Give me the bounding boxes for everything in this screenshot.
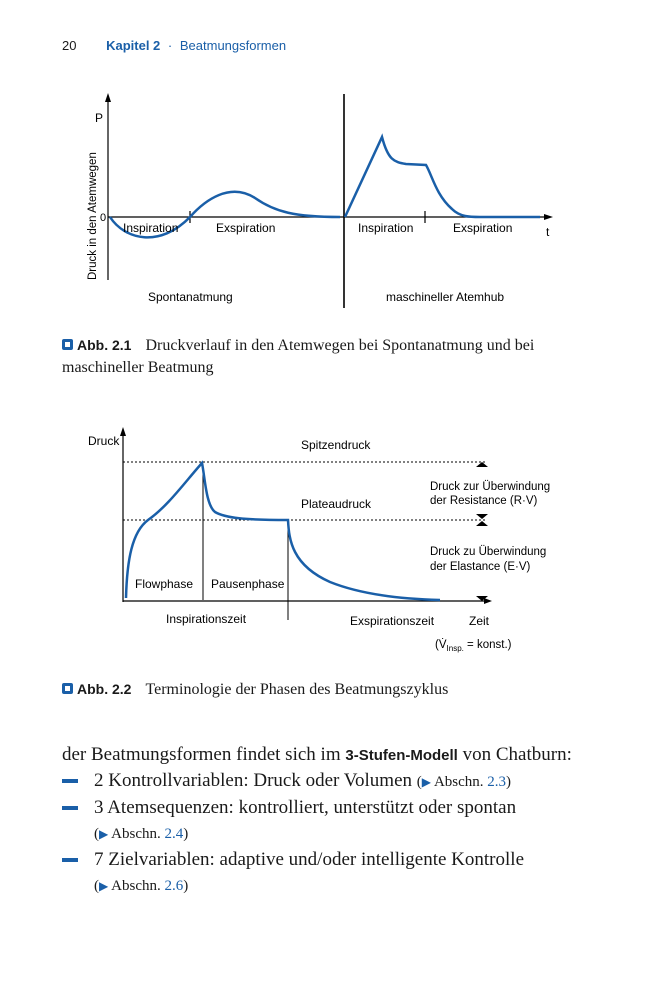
chapter-title: Beatmungsformen (179, 38, 287, 53)
elastance-line1: Druck zu Überwindung (430, 546, 547, 558)
caption-text: Terminologie der Phasen des Beatmungszyklus (145, 681, 449, 698)
right-inspiration-label: Inspiration (358, 221, 414, 235)
flowphase-label: Flowphase (135, 577, 194, 591)
caption-text: Druckverlauf in den Atemwegen bei Spontanatmung und bei maschineller Beatmung (62, 337, 535, 376)
paren-open: ( (435, 639, 439, 651)
body-text (62, 742, 576, 899)
section-reference[interactable]: (▶ Abschn. 2.6) (94, 878, 189, 894)
page-header (62, 38, 286, 53)
figure-label: Abb. 2.1 (77, 337, 132, 353)
arrow-right-icon: ▶ (99, 827, 109, 841)
list-item (62, 847, 576, 899)
figure-2-2 (0, 420, 656, 660)
section-reference[interactable]: (▶ Abschn. 2.4) (94, 826, 189, 842)
maschineller-atemhub-label: maschineller Atemhub (386, 290, 505, 304)
flow-constant: = konst.) (463, 639, 512, 651)
figure-2-1 (0, 80, 656, 320)
list-dash-icon (62, 806, 78, 810)
pausenphase-label: Pausenphase (211, 577, 285, 591)
druck-label: Druck (88, 434, 120, 448)
arrow-right-icon: ▶ (421, 775, 431, 789)
list-item-text: 2 Kontrollvariablen: Druck oder Volumen (94, 770, 413, 791)
flow-symbol: V̇ (438, 639, 447, 651)
flow-subscript: Insp. (446, 644, 464, 653)
list-dash-icon (62, 779, 78, 783)
spontanatmung-label: Spontanatmung (148, 290, 233, 304)
intro-paragraph (62, 742, 576, 768)
zeit-label: Zeit (469, 614, 490, 628)
figure-label: Abb. 2.2 (77, 681, 132, 697)
list-item (62, 795, 576, 847)
list-dash-icon (62, 858, 78, 862)
flow-constant-note (435, 638, 512, 653)
figure-marker-icon (62, 683, 73, 694)
left-expiration-label: Exspiration (216, 221, 276, 235)
list-item-text: 3 Atemsequenzen: kontrolliert, unterstützt oder spontan (94, 797, 517, 818)
resistance-line2: der Resistance (R·V) (430, 495, 538, 507)
arrow-right-icon: ▶ (99, 879, 109, 893)
para-end: von Chatburn: (462, 744, 572, 765)
figure-marker-icon (62, 339, 73, 350)
plateau-pressure-label: Plateaudruck (301, 497, 372, 511)
resistance-line1: Druck zur Überwindung (430, 481, 551, 493)
zero-label: 0 (100, 212, 107, 224)
expirationszeit-label: Exspirationszeit (350, 614, 435, 628)
list-item (62, 768, 576, 795)
header-separator: · (167, 38, 173, 53)
right-expiration-label: Exspiration (453, 221, 513, 235)
figure-2-2-caption (62, 678, 582, 701)
para-start: der Beatmungsformen findet sich im (62, 744, 341, 765)
inspirationszeit-label: Inspirationszeit (166, 612, 247, 626)
y-axis-label: Druck in den Atemwegen (87, 152, 99, 280)
mechanical-pressure-curve (345, 137, 540, 217)
elastance-line2: der Elastance (E·V) (430, 561, 531, 573)
figure-2-1-caption (62, 334, 582, 379)
model-term: 3-Stufen-Modell (345, 747, 458, 764)
page-number: 20 (62, 38, 77, 53)
section-reference[interactable]: (▶ Abschn. 2.3) (416, 774, 512, 790)
t-label: t (546, 225, 550, 239)
list-item-text: 7 Zielvariablen: adaptive und/oder intelligente Kontrolle (94, 849, 524, 870)
p-axis-letter: P (95, 111, 104, 125)
peak-pressure-label: Spitzendruck (301, 438, 371, 452)
left-inspiration-label: Inspiration (123, 221, 179, 235)
chapter-label: Kapitel 2 (106, 38, 161, 53)
